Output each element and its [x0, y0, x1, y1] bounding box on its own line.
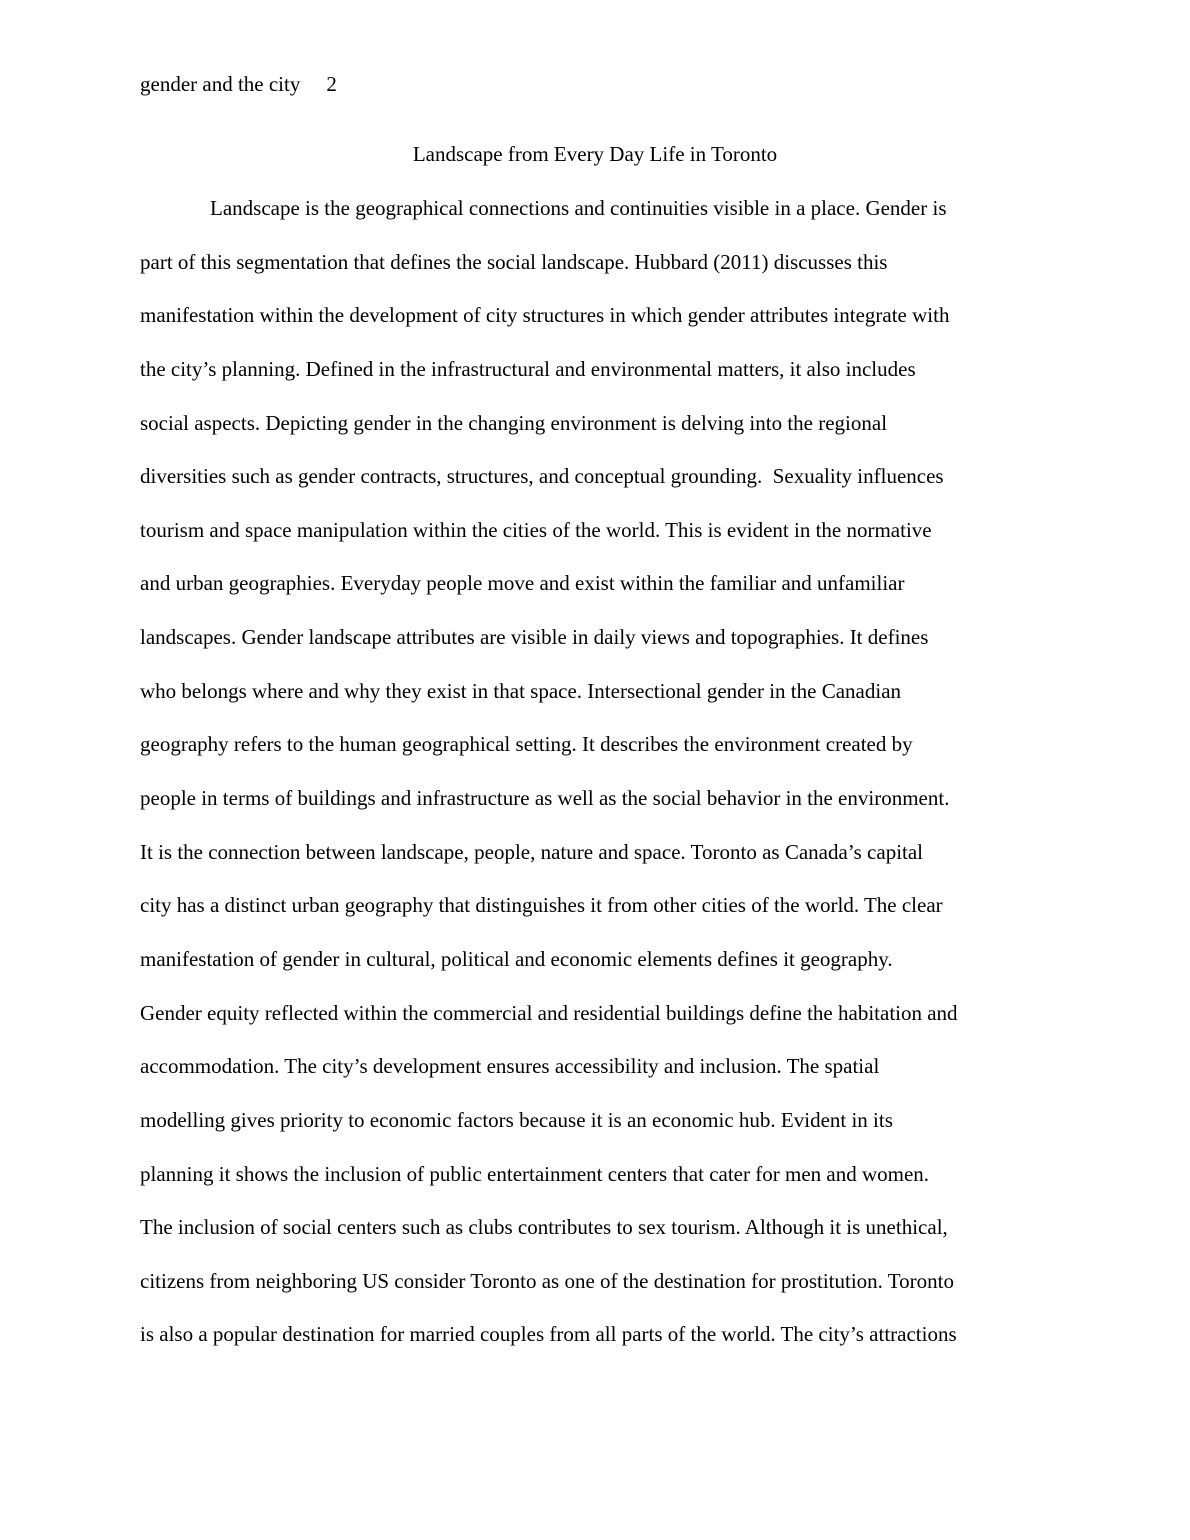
text-line: geography refers to the human geographical setting. It describes the environment created by: [140, 732, 913, 757]
text-line: part of this segmentation that defines the social landscape. Hubbard (2011) discusses this: [140, 249, 888, 274]
text-line: and urban geographies. Everyday people move and exist within the familiar and unfamiliar: [140, 571, 905, 596]
body-paragraph: [140, 194, 1070, 1374]
text-line: who belongs where and why they exist in that space. Intersectional gender in the Canadian: [140, 678, 902, 703]
text-line: modelling gives priority to economic factors because it is an economic hub. Evident in its: [140, 1107, 893, 1132]
text-line: diversities such as gender contracts, structures, and conceptual grounding. Sexuality influences: [140, 464, 944, 489]
text-line: It is the connection between landscape, people, nature and space. Toronto as Canada’s capital: [140, 839, 924, 864]
running-head-title: gender and the city: [140, 72, 301, 96]
page-number: 2: [326, 72, 337, 96]
text-line: manifestation of gender in cultural, political and economic elements defines it geography.: [140, 946, 893, 971]
running-head: [140, 70, 337, 98]
text-line: planning it shows the inclusion of public entertainment centers that cater for men and women.: [140, 1161, 930, 1186]
text-line: landscapes. Gender landscape attributes are visible in daily views and topographies. It defines: [140, 625, 929, 650]
text-line: Gender equity reflected within the commercial and residential buildings define the habitation and: [140, 1000, 958, 1025]
text-line: manifestation within the development of city structures in which gender attributes integrate with: [140, 303, 950, 328]
text-line: The inclusion of social centers such as clubs contributes to sex tourism. Although it is unethical,: [140, 1215, 948, 1240]
text-line: city has a distinct urban geography that distinguishes it from other cities of the world. The clear: [140, 893, 943, 918]
text-line: is also a popular destination for married couples from all parts of the world. The city’s attractions: [140, 1322, 957, 1347]
text-line: citizens from neighboring US consider Toronto as one of the destination for prostitution. Toronto: [140, 1268, 954, 1293]
text-line: people in terms of buildings and infrastructure as well as the social behavior in the environment.: [140, 786, 950, 811]
text-line: tourism and space manipulation within the cities of the world. This is evident in the normative: [140, 517, 932, 542]
text-line: social aspects. Depicting gender in the changing environment is delving into the regional: [140, 410, 888, 435]
text-line: accommodation. The city’s development ensures accessibility and inclusion. The spatial: [140, 1054, 880, 1079]
text-line: the city’s planning. Defined in the infrastructural and environmental matters, it also includes: [140, 356, 916, 381]
text-line: Landscape is the geographical connections and continuities visible in a place. Gender is: [210, 196, 947, 220]
document-title: Landscape from Every Day Life in Toronto: [412, 142, 778, 166]
